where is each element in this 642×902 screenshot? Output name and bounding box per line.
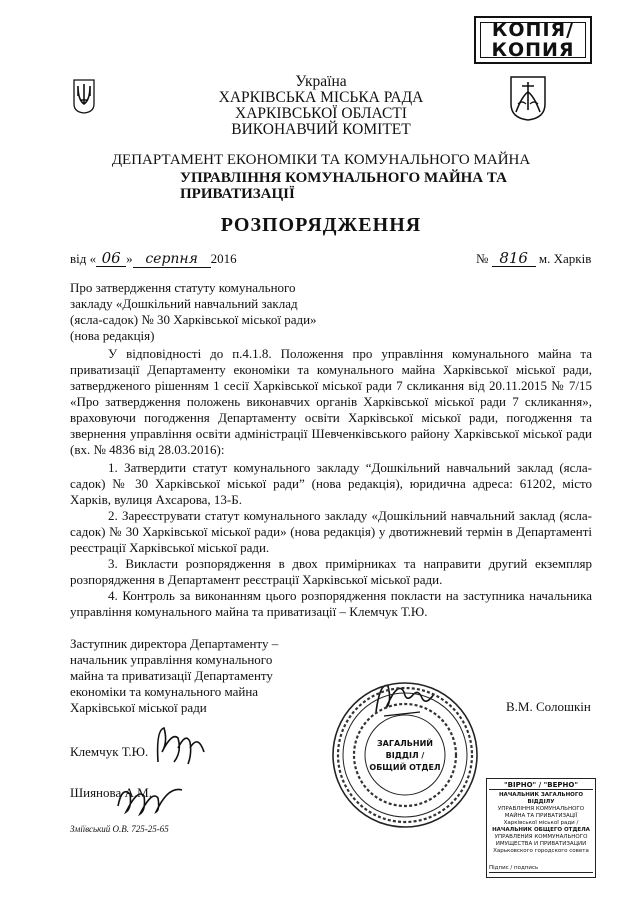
- order-items: [70, 460, 592, 620]
- document-city: м. Харків: [538, 251, 592, 266]
- round-seal: [330, 680, 480, 830]
- certified-copy-stamp-signature-label: Підпис / подпись: [489, 865, 593, 873]
- document-title: РОЗПОРЯДЖЕННЯ: [220, 214, 422, 236]
- certified-copy-stamp-line: Харківської міської ради /: [503, 820, 579, 826]
- signatory-line: начальник управління комунального: [70, 652, 273, 667]
- preamble-paragraph: У відповідності до п.4.1.8. Положення про управління комунального майна та приватизації Департаменту економіки та комунального майна Харківської міської ради, затвердженого рішенням 1 сесії Харківської міської ради 7 скликання від 20.11.2015 № 7/15 «Про затвердження положень виконавчих органів Харківської міської ради 7 скликання», враховуючи погодження Департаменту освіти Харківської міської ради, погодження та звернення управління освіти адміністрації Шевченківського району Харківської міської ради (вх. № 4836 від 28.03.2016):: [70, 346, 592, 457]
- header-country: Україна: [295, 73, 347, 90]
- order-item-2: 2. Зареєструвати статут комунального закладу «Дошкільний навчальний заклад (ясла-садок) № 30 Харківської міської ради» (нова редакція) у двотижневий термін в Департаменті реєстрації Харківської міської ради.: [70, 508, 592, 555]
- subject-line: закладу «Дошкільний навчальний заклад: [70, 296, 298, 311]
- executor-note: Зміївський О.В. 725-25-65: [70, 824, 169, 834]
- order-item-4: 4. Контроль за виконанням цього розпорядження покласти на заступника начальника управління комунального майна та приватизації – Клемчук Т.Ю.: [70, 588, 592, 619]
- certified-copy-stamp-line: Харьковского городского совета: [493, 848, 589, 854]
- date-day: 06: [96, 250, 126, 267]
- subject-line: (нова редакція): [70, 328, 155, 343]
- copy-stamp-line1: КОПІЯ/: [491, 19, 575, 41]
- round-seal-line3: ОБЩИЙ ОТДЕЛ: [369, 763, 441, 772]
- number-prefix: №: [476, 251, 489, 266]
- date-line: [70, 250, 270, 268]
- round-seal-line1: ЗАГАЛЬНИЙ: [377, 739, 433, 748]
- certified-copy-stamp-line: НАЧАЛЬНИК ОБЩЕГО ОТДЕЛА: [492, 827, 590, 833]
- approval-first: Клемчук Т.Ю.: [70, 744, 149, 759]
- header-division-line1: УПРАВЛІННЯ КОМУНАЛЬНОГО МАЙНА ТА: [180, 170, 507, 186]
- copy-stamp-line2: КОПИЯ: [491, 39, 575, 61]
- approval-second-signature: [112, 776, 188, 820]
- date-month: серпня: [133, 251, 211, 268]
- header-department: ДЕПАРТАМЕНТ ЕКОНОМІКИ ТА КОМУНАЛЬНОГО МАЙНА: [111, 152, 531, 168]
- date-prefix: від «: [70, 251, 97, 266]
- subject-block: [70, 280, 370, 344]
- header-division-line2: ПРИВАТИЗАЦІЇ: [180, 186, 295, 202]
- certified-copy-stamp-title: "ВІРНО" / "ВЕРНО": [489, 782, 593, 790]
- document-number: 816: [492, 250, 536, 267]
- approval-second: Шиянова А.М.: [70, 785, 152, 800]
- signatory-line: Харківської міської ради: [70, 700, 207, 715]
- copy-stamp: [474, 16, 592, 64]
- subject-line: (ясла-садок) № 30 Харківської міської ради»: [70, 312, 317, 327]
- header-region: ХАРКІВСЬКОЇ ОБЛАСТІ: [235, 105, 407, 122]
- certified-copy-stamp-line: УПРАВЛЕНИЯ КОММУНАЛЬНОГО ИМУЩЕСТВА И ПРИВАТИЗАЦИИ: [494, 834, 588, 847]
- header-council: ХАРКІВСЬКА МІСЬКА РАДА: [218, 89, 424, 106]
- date-year: 2016: [210, 251, 237, 266]
- signatory-name: В.М. Солошкін: [506, 699, 591, 714]
- order-item-1: 1. Затвердити статут комунального закладу “Дошкільний навчальний заклад (ясла-садок) № 30 Харківської міської ради” (нова редакція), юридична адреса: 61202, місто Харків, вулиця Ахсарова, 13-Б.: [70, 460, 592, 507]
- certified-copy-stamp-line: УПРАВЛІННЯ КОМУНАЛЬНОГО МАЙНА ТА ПРИВАТИЗАЦІЇ: [497, 806, 585, 819]
- approval-first-signature: [148, 722, 210, 770]
- certified-copy-stamp-line: НАЧАЛЬНИК ЗАГАЛЬНОГО ВІДДІЛУ: [498, 792, 584, 805]
- date-mid: »: [126, 251, 133, 266]
- subject-line: Про затвердження статуту комунального: [70, 280, 296, 295]
- signatory-line: економіки та комунального майна: [70, 684, 259, 699]
- certified-copy-stamp: [486, 778, 596, 878]
- order-item-3: 3. Викласти розпорядження в двох примірниках та направити другий екземпляр розпорядження в Департамент реєстрації Харківської міської ради.: [70, 556, 592, 587]
- document-number-line: [476, 250, 606, 267]
- signatory-line: Заступник директора Департаменту –: [70, 636, 279, 651]
- signatory-title: [70, 636, 370, 716]
- signatory-line: майна та приватизації Департаменту: [70, 668, 273, 683]
- round-seal-line2: ВІДДІЛ /: [385, 751, 425, 760]
- header-committee: ВИКОНАВЧИЙ КОМІТЕТ: [231, 121, 411, 138]
